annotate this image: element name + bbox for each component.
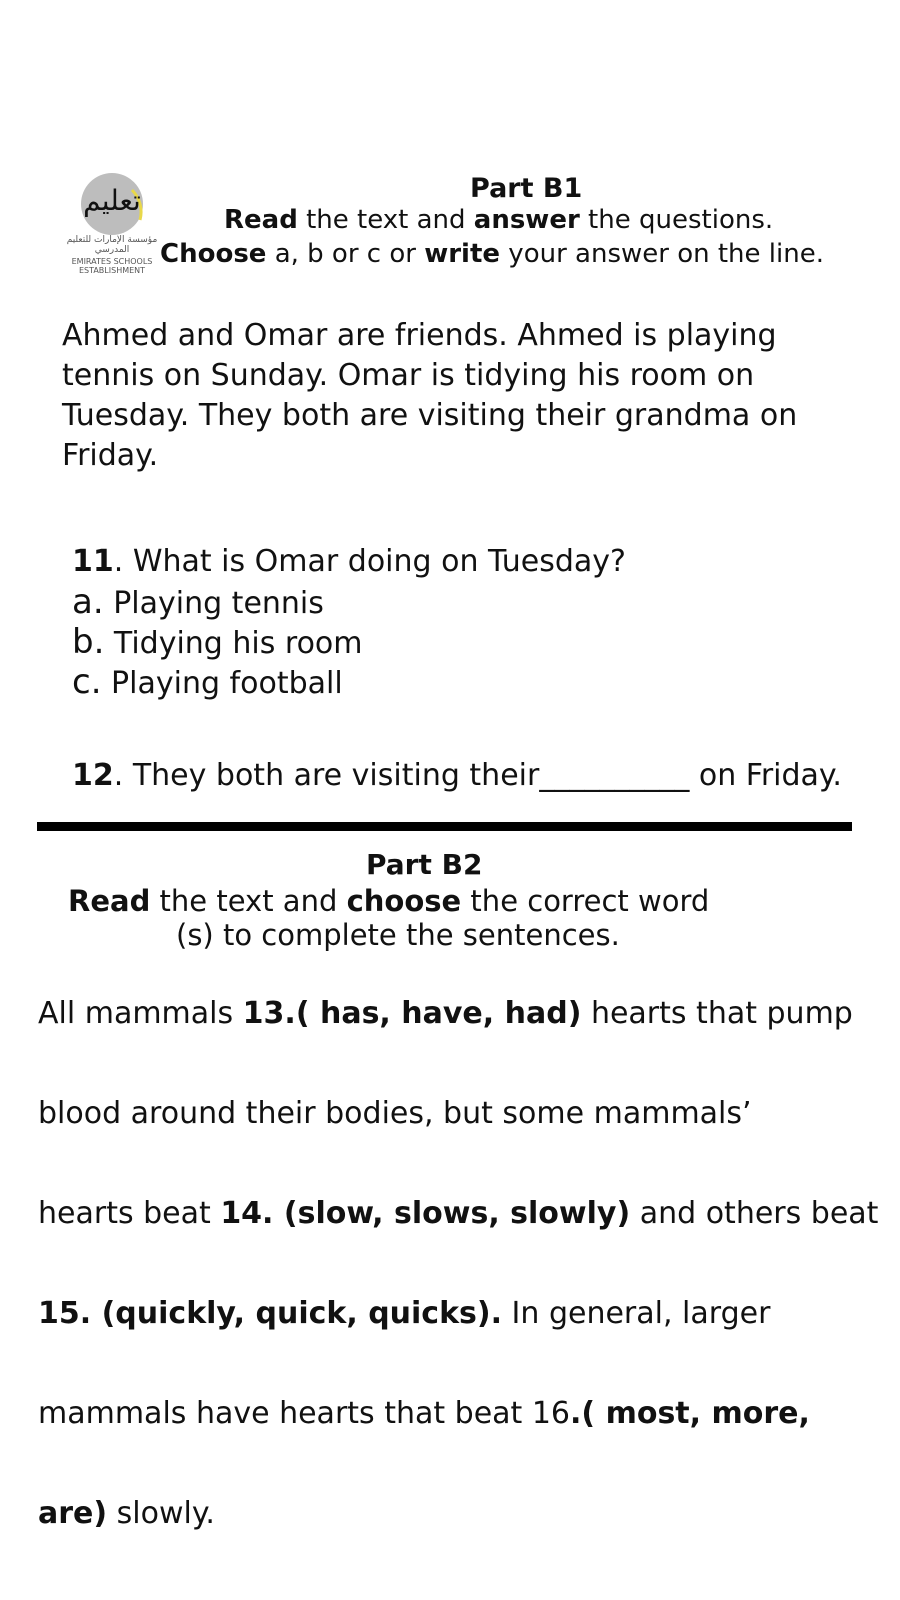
reading-passage: Ahmed and Omar are friends. Ahmed is playing tennis on Sunday. Omar is tidying his room on Tuesday. They both are visiting their grandma on Friday. — [62, 318, 798, 473]
b2-text-line — [38, 994, 853, 1034]
part-b1-title: Part B1 — [470, 173, 583, 204]
instr-text: your answer on the line. — [500, 239, 824, 269]
line-text: hearts beat — [38, 1196, 221, 1231]
option-a[interactable] — [72, 582, 324, 624]
section-divider — [37, 822, 852, 831]
question-11 — [72, 542, 626, 582]
option-text: Playing football — [101, 666, 343, 701]
logo-emblem-icon — [62, 170, 162, 240]
logo-calligraphy: تعليم — [83, 184, 141, 217]
option-letter: b. — [72, 622, 105, 662]
line-text: and others beat — [630, 1196, 879, 1231]
instr-text: the text and — [297, 205, 474, 235]
logo-english-line1: EMIRATES SCHOOLS — [71, 257, 153, 266]
logo-arabic-name: مؤسسة الإمارات للتعليم المدرسي — [66, 235, 158, 255]
choice-16[interactable]: .( most, more, — [570, 1396, 810, 1431]
instr-text: the correct word — [461, 884, 710, 918]
instr-keyword: Choose — [160, 239, 267, 269]
part-b1-instruction-2 — [160, 239, 900, 269]
instr-text: the text and — [150, 884, 347, 918]
instr-text: a, b or c or — [266, 239, 425, 269]
choice-15[interactable]: 15. (quickly, quick, quicks). — [38, 1296, 503, 1331]
line-text: mammals have hearts that beat 16 — [38, 1396, 571, 1431]
option-c[interactable] — [72, 662, 343, 704]
line-text: In general, larger — [502, 1296, 771, 1331]
question-text: . What is Omar doing on Tuesday? — [113, 544, 626, 579]
line-text: slowly. — [107, 1496, 215, 1531]
option-b[interactable] — [72, 622, 363, 664]
instr-text: the questions. — [579, 205, 774, 235]
instr-keyword: write — [424, 239, 501, 269]
option-letter: a. — [72, 582, 104, 622]
b2-text-line — [38, 1194, 878, 1234]
instr-keyword: Read — [224, 205, 298, 235]
logo-english-name — [62, 257, 162, 275]
line-text: hearts that pump — [581, 996, 853, 1031]
part-b2-instruction-1 — [68, 884, 709, 918]
instr-keyword: choose — [346, 884, 462, 918]
b2-text-line — [38, 1294, 770, 1334]
part-b2-instruction-2: (s) to complete the sentences. — [176, 918, 620, 952]
logo-english-line2: ESTABLISHMENT — [78, 266, 146, 275]
choice-13[interactable]: 13.( has, have, had) — [242, 996, 582, 1031]
option-letter: c. — [72, 662, 102, 702]
choice-14[interactable]: 14. (slow, slows, slowly) — [220, 1196, 631, 1231]
question-12[interactable] — [72, 756, 842, 796]
choice-16-cont[interactable]: are) — [38, 1496, 108, 1531]
line-text: blood around their bodies, but some mammals’ — [38, 1096, 752, 1131]
instr-keyword: Read — [68, 884, 151, 918]
part-b2-title: Part B2 — [366, 848, 483, 881]
question-number: 11 — [72, 544, 114, 579]
b2-text-line — [38, 1094, 752, 1134]
b2-text-line — [38, 1394, 810, 1434]
line-text: All mammals — [38, 996, 243, 1031]
part-b1-instruction-1 — [224, 205, 864, 235]
instr-keyword: answer — [473, 205, 580, 235]
option-text: Tidying his room — [104, 626, 363, 661]
question-text: . They both are visiting their__________ on Friday. — [113, 758, 842, 793]
question-number: 12 — [72, 758, 114, 793]
option-text: Playing tennis — [103, 586, 324, 621]
b2-text-line — [38, 1494, 215, 1534]
